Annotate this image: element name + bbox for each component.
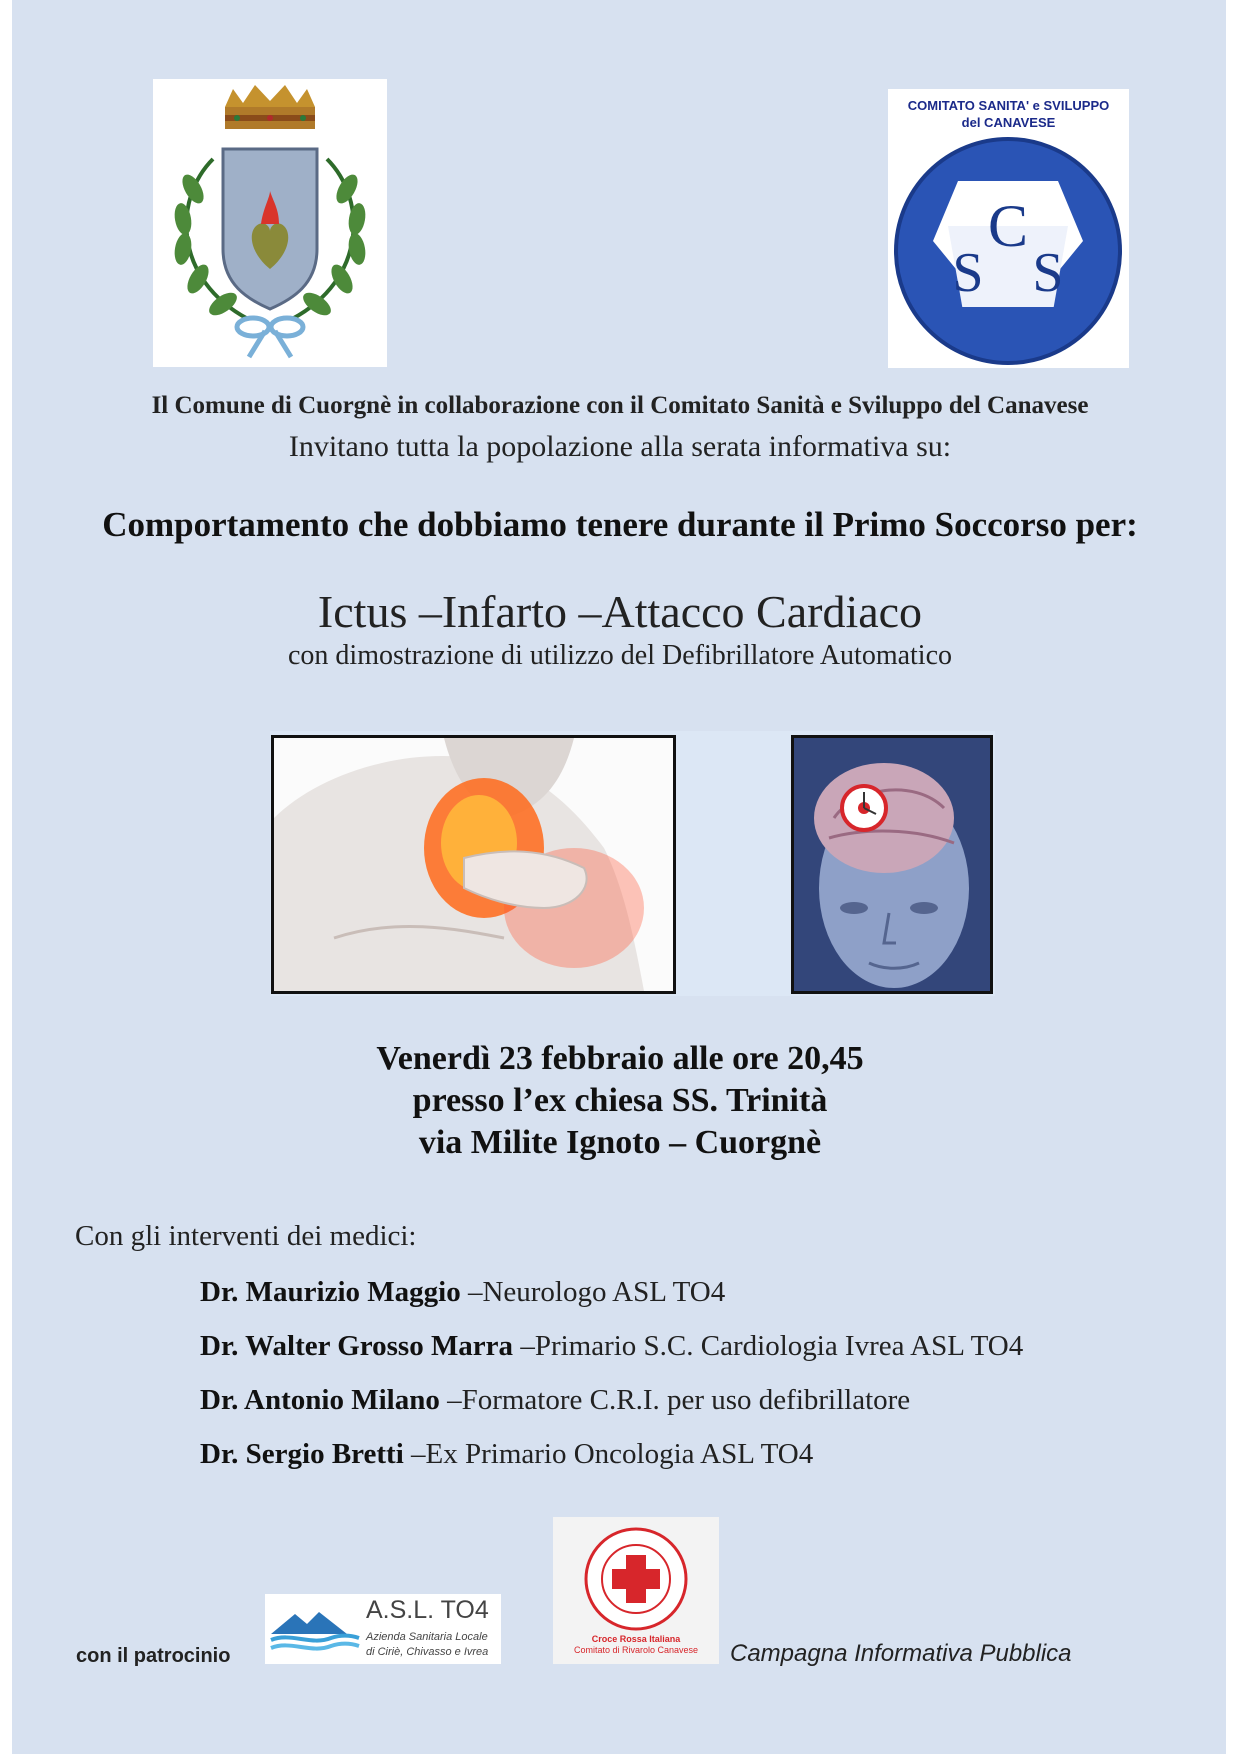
speaker-name: Dr. Maurizio Maggio — [200, 1276, 461, 1308]
comitato-scs-logo — [888, 89, 1129, 368]
cri-line1: Croce Rossa Italiana — [591, 1634, 681, 1644]
speaker-item — [200, 1438, 813, 1471]
topic-headline: Comportamento che dobbiamo tenere durante il Primo Soccorso per: — [102, 505, 1138, 544]
event-date-time: Venerdì 23 febbraio alle ore 20,45 — [376, 1040, 864, 1077]
asl-to4-logo — [265, 1594, 501, 1664]
cri-caption — [553, 1634, 719, 1656]
topic-subtitle: con dimostrazione di utilizzo del Defibrillatore Automatico — [287, 640, 953, 671]
crown-icon — [225, 85, 315, 129]
speaker-role: –Primario S.C. Cardiologia Ivrea ASL TO4 — [513, 1330, 1024, 1362]
speaker-item — [200, 1384, 910, 1417]
stroke-brain-image — [791, 735, 993, 994]
svg-text:C: C — [987, 193, 1029, 259]
comune-crest-logo — [153, 79, 387, 367]
heart-attack-image — [271, 735, 676, 994]
scs-title-line1: COMITATO SANITA' e SVILUPPO — [907, 98, 1110, 113]
speaker-name: Dr. Antonio Milano — [200, 1384, 440, 1416]
asl-subtitle — [366, 1630, 488, 1660]
speaker-name: Dr. Walter Grosso Marra — [200, 1330, 514, 1362]
asl-line2: di Ciriè, Chivasso e Ivrea — [366, 1646, 489, 1658]
speaker-role: –Ex Primario Oncologia ASL TO4 — [403, 1438, 814, 1470]
speaker-item — [200, 1330, 1023, 1363]
event-address: via Milite Ignoto – Cuorgnè — [418, 1124, 822, 1161]
asl-line1: Azienda Sanitaria Locale — [366, 1631, 488, 1643]
red-cross-icon — [581, 1525, 691, 1633]
speakers-intro: Con gli interventi dei medici: — [75, 1220, 417, 1252]
asl-title: A.S.L. TO4 — [366, 1596, 489, 1624]
campaign-label: Campagna Informativa Pubblica — [730, 1640, 1072, 1667]
svg-text:S: S — [952, 242, 984, 304]
event-venue: presso l’ex chiesa SS. Trinità — [412, 1082, 828, 1119]
speaker-role: –Formatore C.R.I. per uso defibrillatore — [439, 1384, 911, 1416]
organizers-line: Il Comune di Cuorgnè in collaborazione con il Comitato Sanità e Sviluppo del Canavese — [151, 392, 1089, 419]
cri-line2: Comitato di Rivarolo Canavese — [573, 1645, 699, 1655]
speaker-role: –Neurologo ASL TO4 — [460, 1276, 726, 1308]
svg-text:S: S — [1032, 242, 1064, 304]
speaker-item — [200, 1276, 725, 1309]
invitation-line: Invitano tutta la popolazione alla serata informativa su: — [288, 430, 952, 463]
speaker-name: Dr. Sergio Bretti — [200, 1438, 404, 1470]
patronage-label: con il patrocinio — [76, 1645, 231, 1667]
asl-mountain-icon — [267, 1602, 363, 1658]
topic-title: Ictus –Infarto –Attacco Cardiaco — [317, 586, 923, 637]
scs-logo-title — [888, 97, 1129, 131]
scs-title-line2: del CANAVESE — [961, 115, 1056, 130]
croce-rossa-logo — [553, 1517, 719, 1664]
